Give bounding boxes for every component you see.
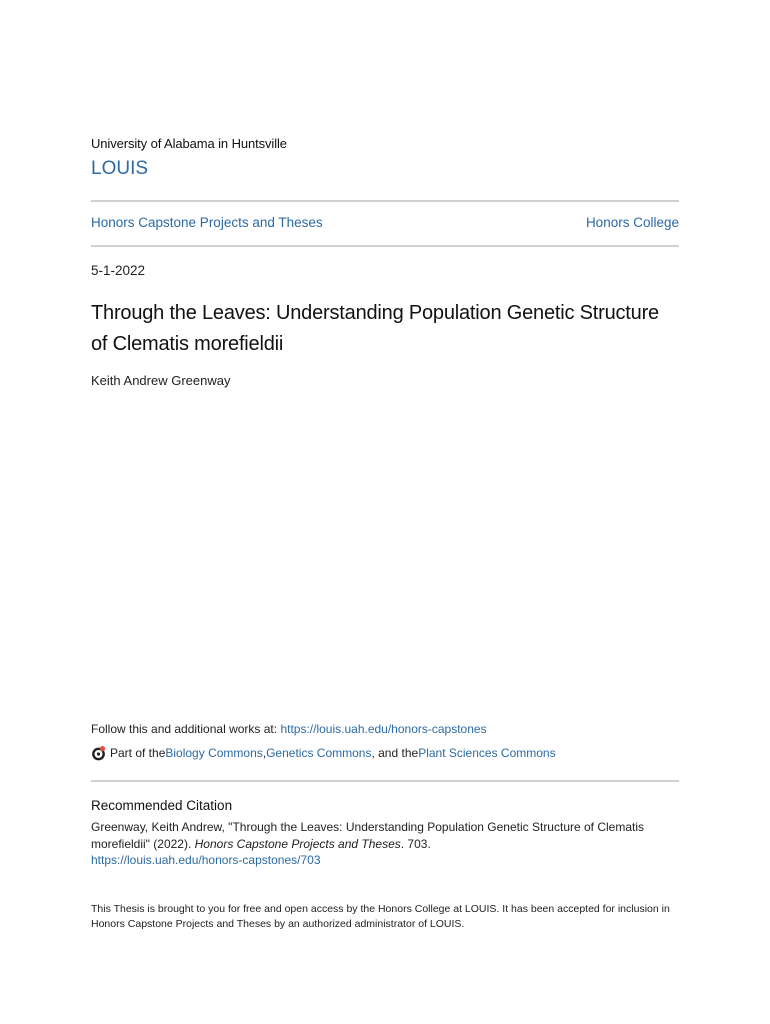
publication-date: 5-1-2022 (91, 263, 146, 278)
collection-nav (91, 215, 679, 230)
citation-url-link[interactable]: https://louis.uah.edu/honors-capstones/703 (91, 853, 321, 867)
part-of-line (91, 745, 679, 761)
citation-heading: Recommended Citation (91, 798, 233, 813)
college-link[interactable]: Honors College (585, 215, 679, 230)
institution-name: University of Alabama in Huntsville (91, 136, 287, 151)
follow-line (91, 722, 679, 736)
access-notice: This Thesis is brought to you for free and open access by the Honors College at LOUIS. It has been accepted for inclusion in Honors Capstone Projects and Theses by an authorized administrator of LOUIS. (91, 903, 670, 930)
collection-url-link[interactable]: https://louis.uah.edu/honors-capstones (280, 722, 487, 736)
citation-number: . 703. (400, 836, 431, 851)
divider-top (91, 200, 679, 202)
biology-commons-link[interactable]: Biology Commons (165, 746, 263, 760)
citation-text: Greenway, Keith Andrew, "Through the Leaves: Understanding Population Genetic Structure of Clematis morefieldii" (2022). (91, 820, 645, 851)
follow-prefix: Follow this and additional works at: (91, 722, 281, 736)
citation-block (91, 819, 679, 869)
citation-series: Honors Capstone Projects and Theses (194, 836, 401, 851)
part-of-sep1: , (262, 746, 267, 760)
plant-sciences-commons-link[interactable]: Plant Sciences Commons (418, 746, 556, 760)
collection-link[interactable]: Honors Capstone Projects and Theses (91, 215, 323, 230)
divider-nav (91, 245, 679, 247)
genetics-commons-link[interactable]: Genetics Commons (266, 746, 372, 760)
repository-link[interactable]: LOUIS (91, 158, 149, 179)
author-name: Keith Andrew Greenway (91, 373, 231, 388)
divider-citation (91, 780, 679, 782)
part-of-prefix: Part of the (110, 746, 166, 760)
document-title: Through the Leaves: Understanding Population Genetic Structure of Clematis morefieldii (91, 302, 659, 355)
part-of-sep2: , and the (371, 746, 419, 760)
bepress-commons-icon (91, 745, 107, 761)
